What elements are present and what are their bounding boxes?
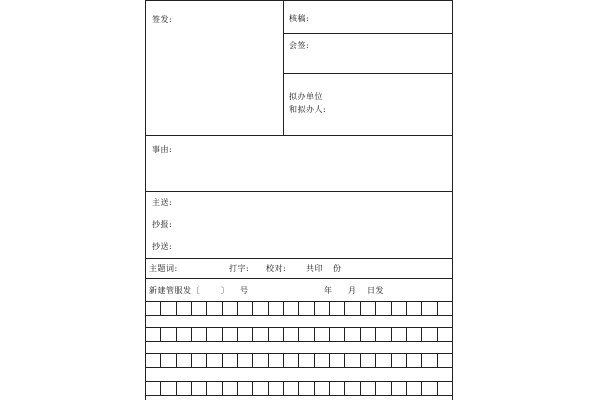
grid-cell (161, 302, 176, 315)
grid-cell (284, 302, 299, 315)
keywords-label: 主题词: (149, 264, 178, 273)
grid-cell (207, 382, 222, 395)
grid-cell (269, 328, 284, 341)
grid-cell (376, 382, 391, 395)
grid-cell (361, 382, 376, 395)
grid-cell (299, 328, 314, 341)
grid-cell (192, 354, 207, 367)
grid-cell (376, 354, 391, 367)
grid-cell (376, 302, 391, 315)
copies-unit: 份 (333, 264, 342, 273)
grid-cell (253, 382, 268, 395)
grid-cell (438, 328, 452, 341)
proofread-label: 校对: (266, 264, 287, 273)
grid-cell (238, 382, 253, 395)
grid-row (146, 381, 452, 396)
grid-cell (438, 302, 452, 315)
keywords-divider (146, 258, 452, 259)
grid-cell (177, 382, 192, 395)
grid-cell (392, 328, 407, 341)
date-month: 月 (348, 286, 357, 295)
subject-divider (146, 135, 452, 136)
grid-cell (315, 328, 330, 341)
grid-row (146, 353, 452, 368)
grid-cell (146, 354, 161, 367)
grid-cell (223, 354, 238, 367)
grid-cell (253, 328, 268, 341)
countersign-divider (283, 73, 452, 74)
grid-cell (161, 382, 176, 395)
grid-cell (238, 302, 253, 315)
grid-cell (422, 302, 437, 315)
grid-cell (223, 302, 238, 315)
grid-cell (177, 328, 192, 341)
date-year: 年 (324, 286, 333, 295)
grid-cell (269, 354, 284, 367)
grid-cell (315, 382, 330, 395)
grid-cell (238, 354, 253, 367)
grid-cell (330, 382, 345, 395)
grid-cell (407, 328, 422, 341)
grid-cell (207, 302, 222, 315)
grid-cell (284, 328, 299, 341)
grid-cell (315, 302, 330, 315)
drafting-unit-label: 拟办单位 和拟办人: (289, 92, 327, 114)
grid-cell (284, 354, 299, 367)
grid-cell (269, 302, 284, 315)
grid-cell (299, 302, 314, 315)
grid-cell (376, 328, 391, 341)
grid-cell (284, 382, 299, 395)
grid-cell (223, 382, 238, 395)
grid-cell (253, 354, 268, 367)
grid-cell (192, 302, 207, 315)
grid-cell (177, 302, 192, 315)
grid-cell (253, 302, 268, 315)
grid-cell (345, 382, 360, 395)
grid-cell (438, 354, 452, 367)
grid-cell (422, 354, 437, 367)
grid-cell (330, 328, 345, 341)
grid-cell (161, 354, 176, 367)
grid-cell (223, 328, 238, 341)
top-split-line (283, 0, 284, 135)
grid-cell (361, 328, 376, 341)
grid-cell (407, 302, 422, 315)
grid-cell (207, 354, 222, 367)
copies-label: 共印 (306, 264, 323, 273)
grid-cell (422, 382, 437, 395)
grid-cell (146, 382, 161, 395)
grid-cell (299, 354, 314, 367)
report-label: 抄报: (152, 220, 173, 229)
grid-cell (345, 302, 360, 315)
grid-cell (422, 328, 437, 341)
grid-cell (330, 302, 345, 315)
sign-label: 签发: (152, 15, 173, 24)
cc-label: 抄送: (152, 242, 173, 251)
grid-cell (392, 354, 407, 367)
grid-row (146, 301, 452, 316)
grid-cell (207, 328, 222, 341)
doc-number-bracket-close: 〕 (221, 286, 230, 295)
date-day: 日发 (367, 286, 384, 295)
typing-label: 打字: (229, 264, 250, 273)
subject-label: 事由: (152, 145, 173, 154)
doc-number-suffix: 号 (240, 286, 249, 295)
grid-cell (407, 354, 422, 367)
grid-cell (192, 382, 207, 395)
recipients-divider (146, 191, 452, 192)
document-form (145, 0, 453, 400)
grid-row (146, 327, 452, 342)
grid-cell (330, 354, 345, 367)
doc-number-prefix: 新建管服发〔 (149, 286, 200, 295)
check-label: 核稿: (289, 14, 310, 23)
main-send-label: 主送: (152, 198, 173, 207)
grid-cell (299, 382, 314, 395)
grid-cell (345, 328, 360, 341)
grid-cell (146, 328, 161, 341)
grid-cell (361, 302, 376, 315)
grid-cell (345, 354, 360, 367)
grid-cell (392, 302, 407, 315)
doc-number-divider (146, 278, 452, 279)
grid-cell (315, 354, 330, 367)
top-border (146, 0, 452, 1)
grid-cell (192, 328, 207, 341)
grid-cell (146, 302, 161, 315)
grid-cell (238, 328, 253, 341)
check-divider (283, 33, 452, 34)
grid-cell (438, 382, 452, 395)
countersign-label: 会签: (289, 41, 310, 50)
grid-cell (177, 354, 192, 367)
grid-cell (361, 354, 376, 367)
grid-cell (392, 382, 407, 395)
grid-cell (161, 328, 176, 341)
grid-cell (269, 382, 284, 395)
grid-cell (407, 382, 422, 395)
